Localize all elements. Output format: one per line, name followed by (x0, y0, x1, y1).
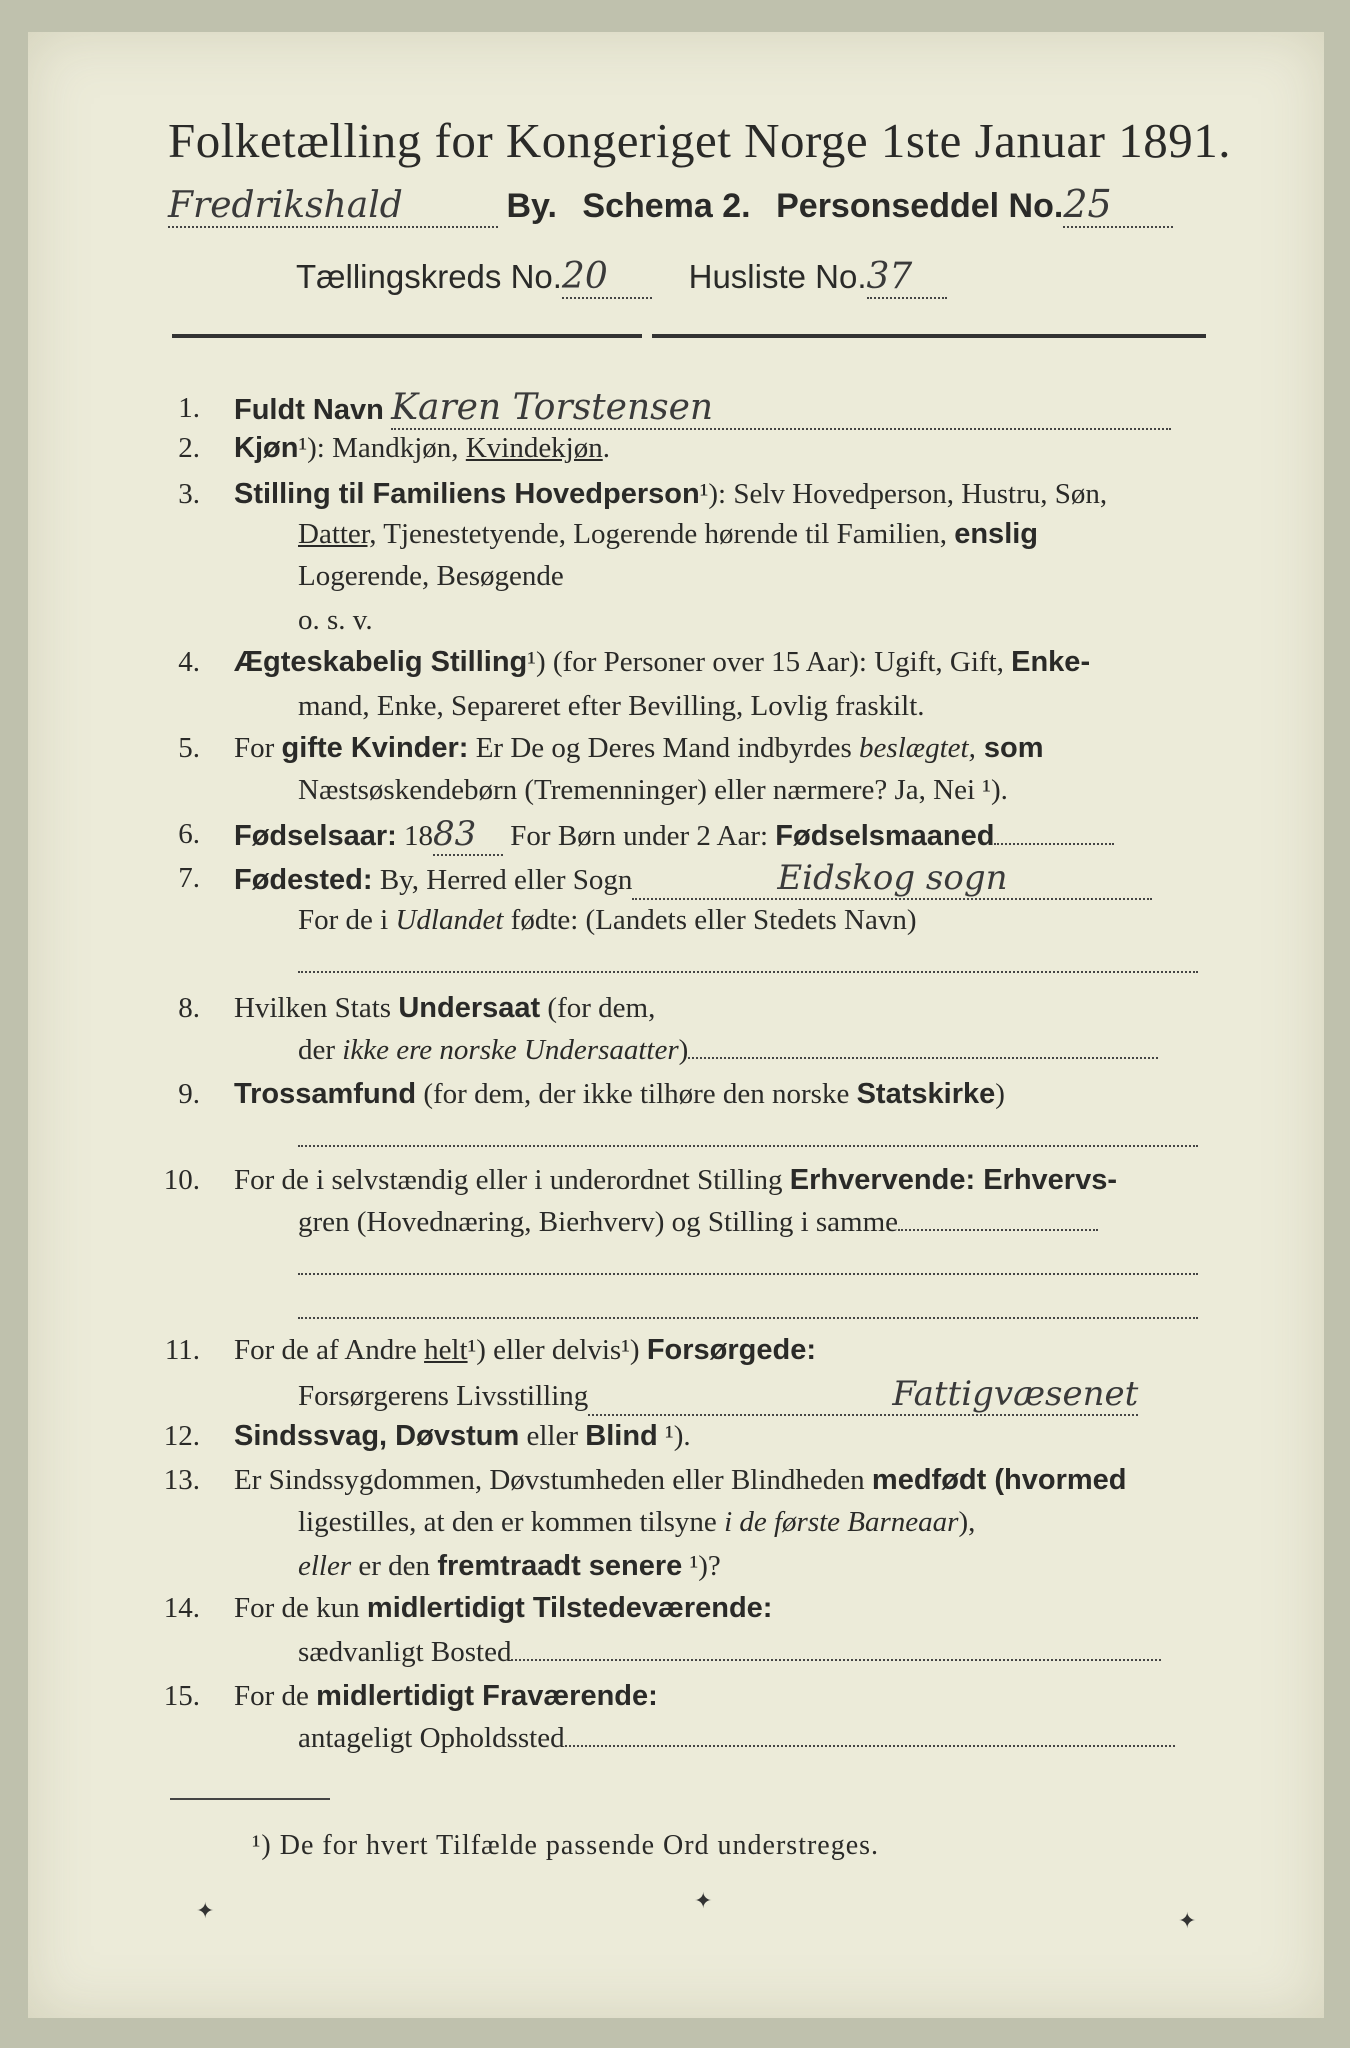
blank-line (298, 944, 1198, 984)
question-text: . (602, 432, 610, 464)
question-disability (234, 1416, 691, 1456)
question-text: For de (234, 1680, 317, 1712)
header-line-2 (168, 182, 1173, 228)
blank-line (994, 843, 1114, 845)
blank-line (898, 1229, 1098, 1231)
question-text: ), (958, 1506, 976, 1538)
question-text: For (234, 732, 282, 764)
form-title: Folketælling for Kongeriget Norge 1ste Januar 1891. (168, 113, 1231, 168)
husliste-label: Husliste No. (688, 258, 867, 295)
question-text: som (975, 732, 1044, 764)
question-number: 10. (163, 1164, 200, 1196)
answer-birthplace: Eidskog sogn (632, 858, 1152, 900)
question-religion (234, 1074, 1005, 1114)
question-text: sædvanligt Bosted (298, 1636, 512, 1668)
question-text: Tjenestetyende, Logerende hørende til Familien, (376, 518, 955, 550)
blank-line (298, 1290, 1198, 1330)
question-label: Kjøn (234, 432, 299, 464)
question-text: By, Herred eller Sogn (372, 864, 633, 896)
question-label: midlertidigt Fraværende: (316, 1680, 658, 1712)
question-text: ¹): Mandkjøn, (298, 432, 466, 464)
personseddel-label: Personseddel No. (776, 187, 1064, 225)
blank-line (511, 1659, 1161, 1661)
question-congenital (234, 1460, 1126, 1500)
question-text: Forsørgerens Livsstilling (298, 1380, 589, 1412)
blank-line (298, 1246, 1198, 1286)
answer-full-name: Karen Torstensen (391, 388, 1171, 430)
question-full-name (234, 388, 1171, 430)
footnote-rule (170, 1798, 330, 1800)
question-label: Trossamfund (234, 1078, 417, 1110)
question-text: ¹) eller delvis¹) (467, 1334, 647, 1366)
question-family-position-line2 (298, 514, 1038, 554)
question-text: ) (995, 1078, 1005, 1110)
question-number: 2. (178, 432, 200, 464)
question-label: Fødselsaar: (234, 820, 397, 852)
question-text: Statskirke (856, 1078, 996, 1110)
question-supported-line2 (298, 1374, 1138, 1416)
question-text: Blind (585, 1420, 658, 1452)
question-number: 14. (163, 1592, 200, 1624)
header-line-3 (296, 256, 947, 299)
question-text: For Børn under 2 Aar: (503, 820, 776, 852)
question-citizenship-line2 (298, 1030, 1158, 1070)
question-temporary-absent-line2 (298, 1718, 1175, 1758)
question-text: ¹): Selv Hovedperson, Hustru, Søn, (699, 478, 1108, 510)
blank-line (298, 1118, 1198, 1158)
question-text: For de i (298, 904, 396, 936)
question-birth-year (234, 814, 1114, 856)
question-number: 12. (163, 1420, 200, 1452)
question-label: Erhvervende: (789, 1164, 976, 1196)
question-label: medfødt (hvormed (871, 1464, 1127, 1496)
ink-mark: ✦ (1178, 1908, 1197, 1933)
question-temporary-present-line2 (298, 1632, 1161, 1672)
question-supported (234, 1330, 816, 1370)
question-number: 15. (163, 1680, 200, 1712)
question-text: Fødselsmaaned (775, 820, 995, 852)
blank-line (565, 1745, 1175, 1747)
question-text: Erhvervs- (975, 1164, 1117, 1196)
question-text: For de i selvstændig eller i underordnet Stilling (234, 1164, 790, 1196)
schema-label: Schema 2. (582, 187, 751, 225)
question-label: Stilling til Familiens Hovedperson (234, 478, 700, 510)
question-label: midlertidigt Tilstedeværende: (366, 1592, 773, 1624)
answer-sex-underlined: Kvindekjøn (465, 432, 603, 464)
question-text: eller (519, 1420, 586, 1452)
question-text: i de første Barneaar (724, 1506, 959, 1538)
question-number: 3. (178, 478, 200, 510)
question-number: 6. (178, 818, 200, 850)
question-text: ¹). (657, 1420, 691, 1452)
question-text: gren (Hovednæring, Bierhverv) og Stilling i samme (298, 1206, 899, 1238)
blank-line (688, 1057, 1158, 1059)
question-text: ) (678, 1034, 689, 1066)
answer-supported-underlined: helt (424, 1334, 468, 1366)
question-text: ¹) (for Personer over 15 Aar): Ugift, Gift, (527, 646, 1012, 678)
ink-mark: ✦ (196, 1898, 215, 1923)
header-rule-left (172, 334, 642, 338)
question-birthplace (234, 858, 1152, 900)
question-text: antageligt Opholdssted (298, 1722, 565, 1754)
question-number: 1. (178, 392, 200, 424)
question-text: fremtraadt senere (437, 1550, 683, 1582)
question-number: 9. (178, 1078, 200, 1110)
question-text: mand, Enke, Separeret efter Bevilling, Lovlig fraskilt. (298, 690, 925, 722)
answer-position-underlined: Datter, (298, 518, 377, 550)
question-label: Forsørgede: (646, 1334, 816, 1366)
question-text: Udlandet (395, 904, 504, 936)
question-text: For de af Andre (234, 1334, 425, 1366)
question-text: o. s. v. (298, 604, 373, 636)
question-temporary-present (234, 1588, 772, 1628)
question-text: ikke ere norske Undersaatter (342, 1034, 679, 1066)
kreds-label: Tællingskreds No. (296, 258, 562, 295)
question-label: Fuldt Navn (234, 394, 384, 426)
header-rule-right (652, 334, 1206, 338)
question-temporary-absent (234, 1676, 658, 1716)
answer-supporter: Fattigvæsenet (588, 1374, 1138, 1416)
question-number: 13. (163, 1464, 200, 1496)
question-text: 18 (396, 820, 434, 852)
question-occupation-line2 (298, 1202, 1098, 1242)
question-citizenship (234, 988, 655, 1028)
question-text: enslig (954, 518, 1039, 550)
question-number: 11. (164, 1334, 200, 1366)
question-text: eller (298, 1550, 352, 1582)
question-congenital-line3 (298, 1546, 721, 1586)
question-text: Hvilken Stats (234, 992, 399, 1024)
town-name: Fredrikshald (168, 185, 498, 228)
question-number: 7. (178, 862, 200, 894)
question-occupation (234, 1160, 1117, 1200)
question-label: Undersaat (398, 992, 541, 1024)
kreds-number: 20 (562, 256, 652, 299)
answer-birth-year: 83 (433, 814, 503, 856)
question-married-women (234, 728, 1044, 768)
question-label: Sindssvag, Døvstum (234, 1420, 520, 1452)
question-text: der (298, 1034, 343, 1066)
question-text: (for dem, der ikke tilhøre den norske (416, 1078, 857, 1110)
ink-mark: ✦ (694, 1888, 713, 1913)
question-label: gifte Kvinder: (281, 732, 469, 764)
question-text: fødte: (Landets eller Stedets Navn) (503, 904, 917, 936)
by-label: By. (506, 187, 557, 225)
question-family-position (234, 474, 1107, 514)
question-text: Er De og Deres Mand indbyrdes (468, 732, 860, 764)
question-text: er den (351, 1550, 438, 1582)
question-number: 4. (178, 646, 200, 678)
question-marital-status (234, 642, 1090, 682)
personseddel-number: 25 (1063, 182, 1173, 228)
question-birthplace-line2 (298, 900, 917, 940)
question-label: Ægteskabelig Stilling (234, 646, 528, 678)
question-congenital-line2 (298, 1502, 975, 1542)
footnote: ¹) De for hvert Tilfælde passende Ord understreges. (252, 1830, 880, 1861)
question-text: Enke- (1011, 646, 1091, 678)
question-text: ¹)? (682, 1550, 721, 1582)
question-number: 8. (178, 992, 200, 1024)
question-sex (234, 428, 610, 468)
question-text: ligestilles, at den er kommen tilsyne (298, 1506, 725, 1538)
question-text: Næstsøskendebørn (Tremenninger) eller nærmere? Ja, Nei ¹). (298, 774, 1008, 806)
husliste-number: 37 (867, 256, 947, 299)
question-text: Er Sindssygdommen, Døvstumheden eller Blindheden (234, 1464, 872, 1496)
question-text: (for dem, (540, 992, 656, 1024)
question-text: Logerende, Besøgende (298, 560, 564, 592)
question-text: beslægtet, (859, 732, 976, 764)
question-number: 5. (178, 732, 200, 764)
question-label: Fødested: (234, 864, 373, 896)
question-text: For de kun (234, 1592, 367, 1624)
